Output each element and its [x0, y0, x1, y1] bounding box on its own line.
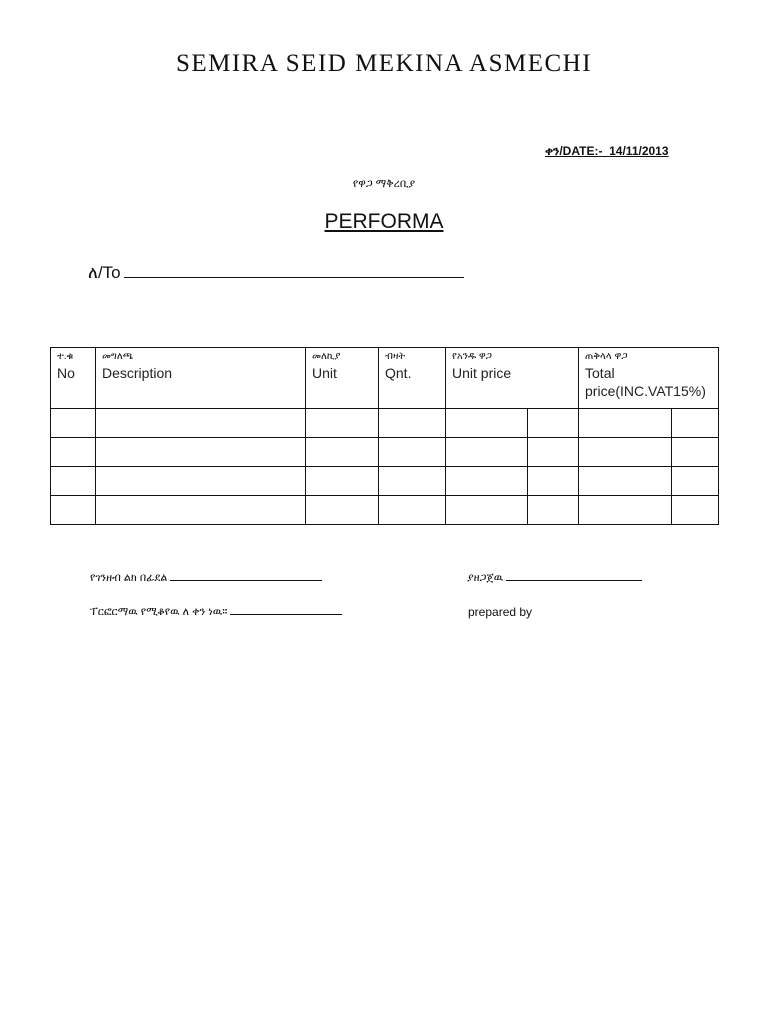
header-no: ተ.ቁ No — [51, 348, 96, 409]
table-row — [51, 409, 719, 438]
table-row — [51, 496, 719, 525]
table-cell[interactable] — [379, 409, 446, 438]
prepared-by-amharic-line — [467, 571, 642, 585]
table-cell[interactable] — [51, 496, 96, 525]
table-cell[interactable] — [446, 409, 528, 438]
table-cell[interactable] — [306, 409, 379, 438]
table-cell[interactable] — [672, 438, 719, 467]
prepared-by-blank[interactable] — [506, 571, 642, 581]
table-cell[interactable] — [446, 496, 528, 525]
table-cell[interactable] — [306, 438, 379, 467]
table-cell[interactable] — [306, 496, 379, 525]
table-cell[interactable] — [528, 438, 579, 467]
table-cell[interactable] — [579, 409, 672, 438]
table-cell[interactable] — [51, 409, 96, 438]
table-cell[interactable] — [579, 467, 672, 496]
items-table — [50, 347, 719, 525]
table-cell[interactable] — [379, 438, 446, 467]
amount-in-words-line — [90, 571, 322, 585]
validity-blank[interactable] — [230, 605, 342, 615]
header-unit-price: የአንዱ ዋጋ Unit price — [446, 348, 579, 409]
table-cell[interactable] — [379, 467, 446, 496]
validity-line — [90, 605, 342, 619]
validity-label: ፐርፎርማዉ የሚቆየዉ ለ ቀን ነዉ። — [90, 606, 228, 618]
table-cell[interactable] — [96, 467, 306, 496]
prepared-by-label: prepared by — [468, 605, 533, 619]
table-row — [51, 467, 719, 496]
table-row — [51, 438, 719, 467]
table-cell[interactable] — [51, 438, 96, 467]
recipient-line — [88, 263, 464, 283]
amount-in-words-label: የገንዘብ ልክ በፊደል — [90, 572, 168, 584]
amharic-subtitle: የዋጋ ማቅረቢያ — [352, 178, 416, 190]
table-cell[interactable] — [528, 409, 579, 438]
table-cell[interactable] — [579, 496, 672, 525]
company-name: SEMIRA SEID MEKINA ASMECHI — [175, 50, 593, 77]
table-cell[interactable] — [579, 438, 672, 467]
table-cell[interactable] — [51, 467, 96, 496]
table-cell[interactable] — [528, 467, 579, 496]
table-cell[interactable] — [96, 496, 306, 525]
table-cell[interactable] — [446, 467, 528, 496]
table-cell[interactable] — [528, 496, 579, 525]
date-value: 14/11/2013 — [609, 144, 669, 158]
header-unit: መለኪያ Unit — [306, 348, 379, 409]
header-total-price: ጠቅላላ ዋጋ Total price(INC.VAT15%) — [579, 348, 719, 409]
table-cell[interactable] — [96, 409, 306, 438]
table-cell[interactable] — [672, 467, 719, 496]
header-quantity: ብዛት Qnt. — [379, 348, 446, 409]
amount-in-words-blank[interactable] — [170, 571, 322, 581]
table-cell[interactable] — [379, 496, 446, 525]
document-title: PERFORMA — [324, 210, 444, 233]
table-cell[interactable] — [446, 438, 528, 467]
table-cell[interactable] — [306, 467, 379, 496]
table-cell[interactable] — [672, 496, 719, 525]
date-line — [545, 144, 669, 159]
prepared-by-amharic-label: ያዘጋጀዉ — [467, 572, 504, 584]
date-label: ቀን/DATE:- — [545, 144, 603, 158]
table-cell[interactable] — [672, 409, 719, 438]
recipient-blank[interactable] — [124, 263, 464, 278]
to-label: ለ/To — [88, 263, 121, 282]
table-header-row — [51, 348, 719, 409]
header-description: መግለጫ Description — [96, 348, 306, 409]
table-cell[interactable] — [96, 438, 306, 467]
